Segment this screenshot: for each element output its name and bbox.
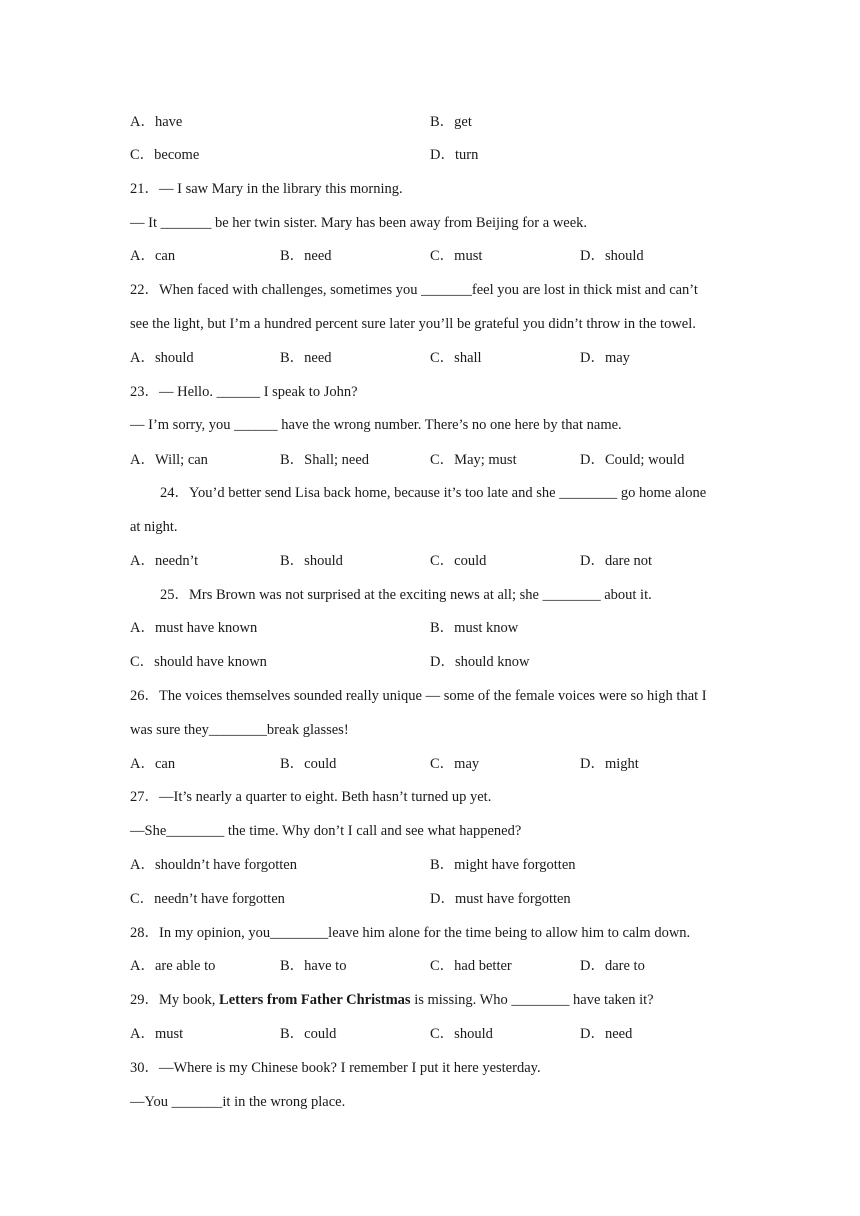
q28-stem: 28．In my opinion, you________leave him alone for the time being to allow him to calm down. [130,925,691,941]
q24-option-c: C．could [430,553,487,569]
q20-option-a: A．have [130,114,183,130]
q29-option-d: D．need [580,1026,633,1042]
q20-option-b: B．get [430,114,472,130]
q29-stem-pre: 29．My book, [130,992,220,1008]
q23-option-d: D．Could; would [580,452,685,468]
q28-option-c: C．had better [430,958,512,974]
q21-line2: — It _______ be her twin sister. Mary has been away from Beijing for a week. [130,215,588,231]
q25-option-a: A．must have known [130,620,258,636]
q29-option-c: C．should [430,1026,493,1042]
q24-option-a: A．needn’t [130,553,199,569]
q23-line2: — I’m sorry, you ______ have the wrong number. There’s no one here by that name. [130,417,622,433]
q22-line2: see the light, but I’m a hundred percent sure later you’ll be grateful you didn’t throw in the towel. [130,316,696,332]
q25-option-c: C．should have known [130,654,267,670]
q23-option-b: B．Shall; need [280,452,370,468]
q21-option-a: A．can [130,248,176,264]
q26-line2: was sure they________break glasses! [130,722,349,738]
q22-option-b: B．need [280,350,332,366]
q27-line2: —She________ the time. Why don’t I call and see what happened? [130,823,522,839]
q23-option-a: A．Will; can [130,452,208,468]
q22-option-d: D．may [580,350,630,366]
q29-option-a: A．must [130,1026,184,1042]
q20-option-d: D．turn [430,147,479,163]
q26-option-b: B．could [280,756,337,772]
q24-option-d: D．dare not [580,553,653,569]
q22-option-a: A．should [130,350,194,366]
q26-option-d: D．might [580,756,639,772]
q29-stem-post: is missing. Who ________ have taken it? [410,992,654,1008]
q29-book-title: Letters from Father Christmas [219,992,411,1008]
q27-option-d: D．must have forgotten [430,891,571,907]
q22-option-c: C．shall [430,350,482,366]
q21-option-b: B．need [280,248,332,264]
q22-stem: 22．When faced with challenges, sometimes you _______feel you are lost in thick mist and can’t [130,282,698,298]
q25-option-d: D．should know [430,654,530,670]
q23-stem: 23．— Hello. ______ I speak to John? [130,384,358,400]
q24-option-b: B．should [280,553,343,569]
q25-option-b: B．must know [430,620,519,636]
q23-option-c: C．May; must [430,452,517,468]
q29-option-b: B．could [280,1026,337,1042]
q26-stem: 26．The voices themselves sounded really unique — some of the female voices were so high that I [130,688,707,704]
q24-stem: 24．You’d better send Lisa back home, because it’s too late and she ________ go home alone [160,485,707,501]
q27-option-c: C．needn’t have forgotten [130,891,285,907]
q27-option-b: B．might have forgotten [430,857,576,873]
q29-stem [130,990,654,1010]
q21-stem: 21．— I saw Mary in the library this morning. [130,181,403,197]
q27-stem: 27．—It’s nearly a quarter to eight. Beth hasn’t turned up yet. [130,789,492,805]
q21-option-d: D．should [580,248,644,264]
q21-option-c: C．must [430,248,483,264]
q28-option-b: B．have to [280,958,347,974]
q28-option-a: A．are able to [130,958,216,974]
q30-line2: —You _______it in the wrong place. [130,1094,346,1110]
q26-option-c: C．may [430,756,480,772]
q24-line2: at night. [130,519,178,535]
q30-stem: 30．—Where is my Chinese book? I remember I put it here yesterday. [130,1060,541,1076]
q28-option-d: D．dare to [580,958,645,974]
q25-stem: 25．Mrs Brown was not surprised at the exciting news at all; she ________ about it. [160,587,652,603]
q26-option-a: A．can [130,756,176,772]
q20-option-c: C．become [130,147,200,163]
q27-option-a: A．shouldn’t have forgotten [130,857,297,873]
